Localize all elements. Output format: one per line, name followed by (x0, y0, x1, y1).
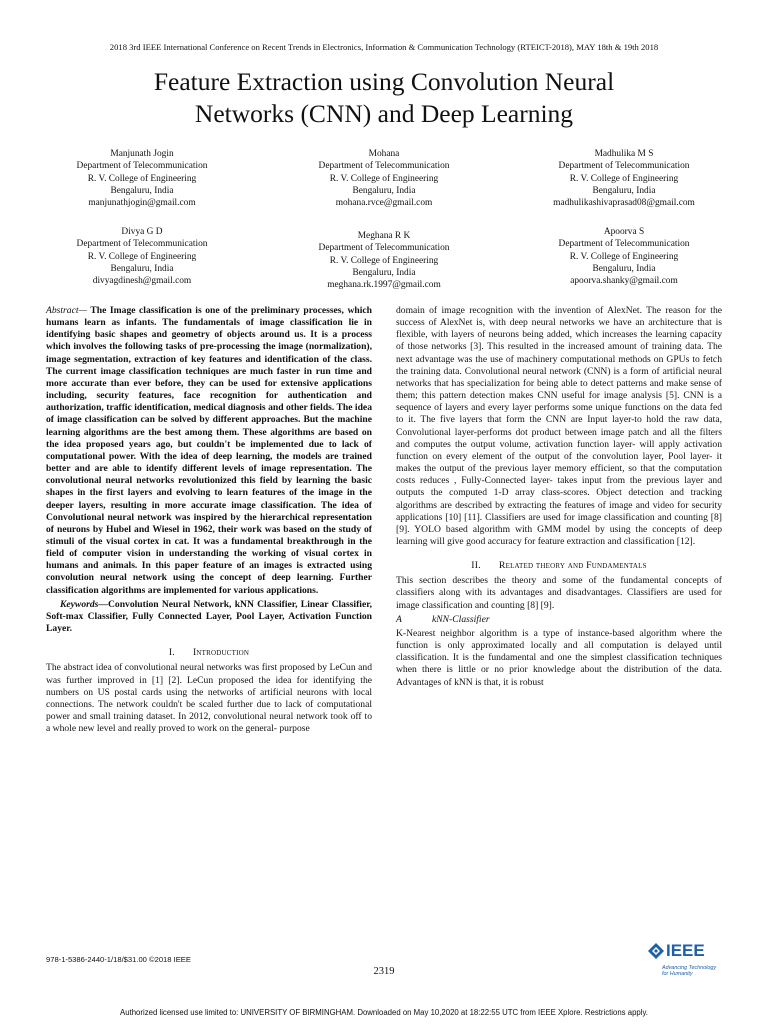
author-city: Bengaluru, India (352, 267, 416, 278)
author-college: R. V. College of Engineering (569, 173, 679, 184)
author-block-2 (269, 148, 499, 209)
section-heading-related-theory (396, 560, 722, 572)
keywords-lead: Keywords— (60, 598, 108, 610)
related-theory-text: This section describes the theory and some of the fundamental concepts of classifiers along with its advantages and disadvantages. Classifiers are used for image classification and counting [8] [9]. (396, 575, 722, 611)
author-name: Madhulika M S (594, 149, 654, 159)
paper-title (40, 66, 728, 130)
section-heading-introduction (46, 647, 372, 659)
author-block-3 (509, 148, 739, 209)
author-name: Divya G D (121, 227, 163, 237)
author-email: manjunathjogin@gmail.com (88, 198, 196, 209)
ieee-tagline-line-2: for Humanity (662, 971, 693, 978)
title-line-1: Feature Extraction using Convolution Neural (153, 67, 615, 96)
author-city: Bengaluru, India (592, 185, 656, 196)
author-college: R. V. College of Engineering (87, 251, 197, 262)
section-number: I. (168, 647, 175, 659)
ieee-tagline-line-1: Advancing Technology (662, 965, 717, 971)
author-block-5 (269, 230, 499, 291)
author-city: Bengaluru, India (110, 263, 174, 274)
abstract-lead: Abstract— (46, 305, 88, 316)
section-title: Related theory and Fundamentals (498, 560, 647, 572)
author-dept: Department of Telecommunication (76, 161, 208, 172)
subsection-title: kNN-Classifier (432, 613, 490, 625)
author-dept: Department of Telecommunication (558, 161, 690, 172)
author-name: Manjunath Jogin (110, 149, 174, 159)
author-email: apoorva.shanky@gmail.com (570, 276, 678, 287)
keywords (46, 599, 372, 635)
author-dept: Department of Telecommunication (76, 239, 208, 250)
ieee-logo-text: IEEE (666, 941, 705, 960)
subsection-heading-knn (396, 614, 722, 626)
author-email: divyagdinesh@gmail.com (92, 276, 192, 287)
section-number: II. (471, 560, 481, 572)
author-block-1 (27, 148, 257, 209)
isbn-copyright: 978-1-5386-2440-1/18/$31.00 ©2018 IEEE (46, 955, 191, 964)
conference-header: 2018 3rd IEEE International Conference on Recent Trends in Electronics, Information & Communication Technology (RTEICT-2018), MAY 18th & 19th 2018 (109, 42, 659, 52)
author-dept: Department of Telecommunication (318, 161, 450, 172)
page-number: 2319 (373, 966, 395, 977)
author-college: R. V. College of Engineering (569, 251, 679, 262)
right-column (396, 305, 722, 689)
author-email: meghana.rk.1997@gmail.com (327, 280, 441, 291)
ieee-logo (642, 941, 726, 985)
subsection-number: A (396, 613, 402, 625)
author-college: R. V. College of Engineering (329, 255, 439, 266)
knn-text: K-Nearest neighbor algorithm is a type of instance-based algorithm where the function is only approximated locally and all computation is delayed until classification. It is the fundamental and one the simplest classification techniques when there is little or no prior knowledge about the distribution of the data. Advantages of kNN is that, it is robust (396, 627, 722, 688)
author-college: R. V. College of Engineering (87, 173, 197, 184)
author-email: madhulikashivaprasad08@gmail.com (553, 198, 695, 209)
abstract (46, 305, 372, 597)
author-block-4 (27, 226, 257, 287)
author-name: Apoorva S (603, 227, 645, 237)
author-college: R. V. College of Engineering (329, 173, 439, 184)
author-name: Mohana (368, 149, 400, 159)
ieee-tagline (662, 965, 726, 977)
right-column-intro-text: domain of image recognition with the invention of AlexNet. The reason for the success of AlexNet is, with deep neural networks we have an architecture that is flexible, with layers of neurons being added, which increases the learning capacity of those networks [3]. This resulted in the increased amount of training data. The next advantage was the use of machinery computational methods on GPUs to fetch the training data. Convolutional neural network (CNN) is a form of artificial neural networks that has specialization for being able to detect patterns and make sense of them; this pattern detection makes CNN useful for image analysis [5]. CNN is a sequence of layers and every layer performs some unique functions on the data fed to it. The five layers that form the CNN are Input layer-to hold the raw data, Convolutional layer-performs dot product between image patch and all the filters and computes the output volume, activation function layer- will apply activation function on every element of the output of the convolution layer, Pool layer- it makes the output of the previous layer memory efficient, so that the computation costs reduces , Fully-Connected layer- takes input from the previous layer and outputs the computed 1-D array class-scores. Object detection and tracking algorithms are described by extracting the features of image and video for security applications [10] [11]. Classifiers are used for image classification and counting [8] [9]. YOLO based algorithm with GMM model by using the concepts of deep learning will give good accuracy for feature extraction and classification [12]. (396, 305, 722, 547)
keywords-text: Convolution Neural Network, kNN Classifier, Linear Classifier, Soft-max Classifier, Fully Connected Layer, Pool Layer, Activation Function Layer. (46, 598, 372, 635)
title-line-2: Networks (CNN) and Deep Learning (194, 99, 574, 128)
author-block-6 (509, 226, 739, 287)
left-column (46, 305, 372, 735)
author-city: Bengaluru, India (592, 263, 656, 274)
author-city: Bengaluru, India (352, 185, 416, 196)
author-dept: Department of Telecommunication (318, 243, 450, 254)
introduction-text: The abstract idea of convolutional neural networks was first proposed by LeCun and was further improved in [1] [2]. LeCun proposed the idea for identifying the numbers on US postal cards using the networks of artificial neurons with local connections. The network couldn't be scaled further due to lack of computational power and small training dataset. In 2012, convolutional neural network took off to a whole new level and really proved to work on the general- purpose (46, 662, 372, 735)
abstract-text: The Image classification is one of the preliminary processes, which humans learn as infants. The fundamentals of image classification lie in identifying basic shapes and geometry of objects around us. It is a process which involves the following tasks of pre-processing the image (normalization), image segmentation, extraction of key features and identification of the class. The current image classification techniques are much faster in run time and more accurate than ever before, they can be used for extensive applications including, security features, face recognition for authentication and authorization, traffic identification, medical diagnosis and other fields. The idea of image classification can be solved by different approaches. But the machine learning algorithms are the best among them. These algorithms are based on the idea proposed years ago, but couldn't be implemented due to lack of computational power. With the idea of deep learning, the models are trained better and are able to identify different levels of image representation. The convolutional neural networks revolutionized this field by learning the basic shapes in the first layers and evolving to learn features of the image in the deeper layers, resulting in more accurate image classification. The idea of Convolutional neural network was inspired by the hierarchical representation of neurons by Hubel and Wiesel in 1962, their work was based on the study of stimuli of the visual cortex in cat. It was a fundamental breakthrough in the field of computer vision in understanding the working of visual cortex in humans and animals. In this paper feature of an images is extracted using convolution neural network using the concept of deep learning. Further classification algorithms are implemented for various applications. (46, 305, 372, 596)
author-dept: Department of Telecommunication (558, 239, 690, 250)
author-name: Meghana R K (357, 231, 411, 241)
author-city: Bengaluru, India (110, 185, 174, 196)
author-email: mohana.rvce@gmail.com (335, 198, 433, 209)
license-notice: Authorized licensed use limited to: UNIVERSITY OF BIRMINGHAM. Downloaded on May 10,2020 at 18:22:55 UTC from IEEE Xplore. Restrictions apply. (120, 1008, 648, 1017)
section-title: Introduction (192, 647, 250, 659)
